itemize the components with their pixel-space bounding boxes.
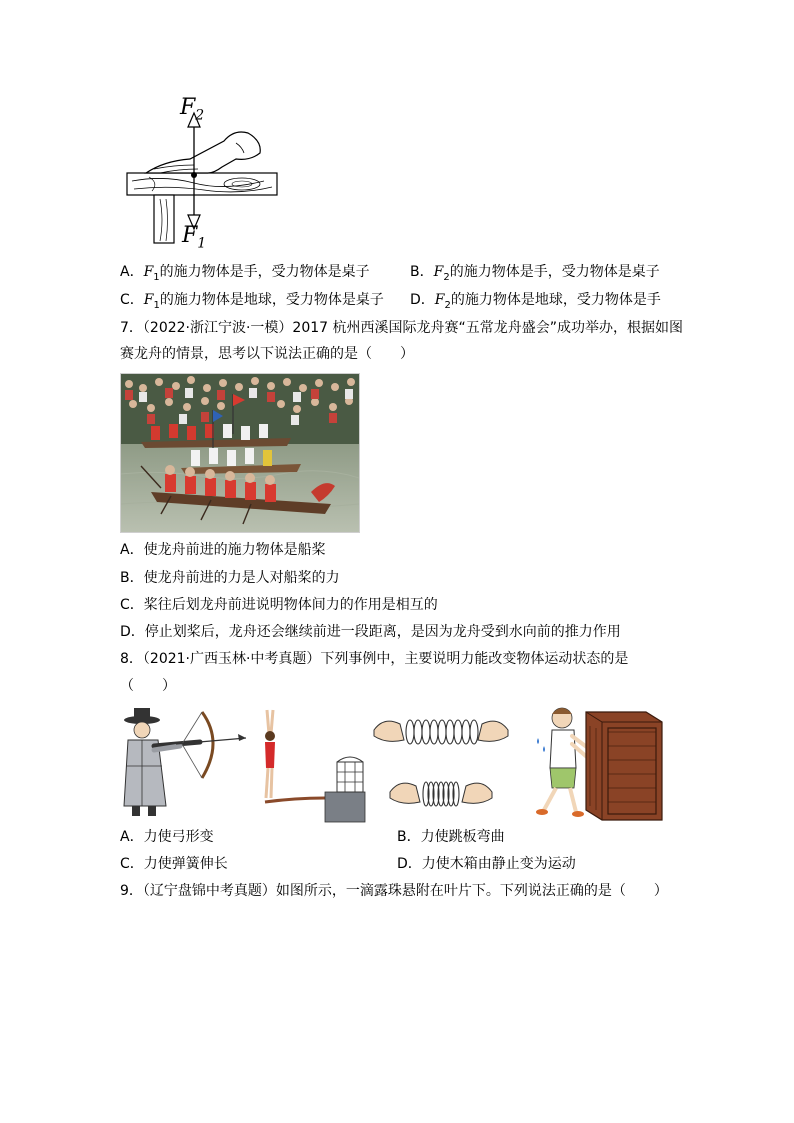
force-label-bottom [182, 223, 206, 251]
spring-drawing [370, 706, 512, 824]
q8-option-c: C．力使弹簧伸长 [120, 856, 228, 872]
diver-figure [255, 706, 370, 824]
q8-stem-line1: 8．（2021·广西玉林·中考真题）下列事例中，主要说明力能改变物体运动状态的是 [120, 651, 629, 667]
force-bottom-subscript: 1 [197, 235, 207, 252]
q8-option-d: D．力使木箱由静止变为运动 [397, 856, 576, 872]
q7-stem-line1: 7．（2022·浙江宁波·一模）2017 杭州西溪国际龙舟赛“五常龙舟盛会”成功举办，根据如图 [120, 320, 684, 336]
push-crate-figure [528, 702, 666, 826]
q9-stem-line1: 9．（辽宁盘锦中考真题）如图所示，一滴露珠悬附在叶片下。下列说法正确的是（ ） [120, 883, 668, 899]
spring-figure [370, 706, 512, 824]
q6-option-b [410, 262, 660, 288]
dragon-boat-photo [120, 373, 360, 533]
archer-drawing [120, 706, 250, 824]
q6-option-c-var: F [143, 292, 154, 308]
q6-option-d-sub: 2 [444, 299, 451, 311]
q6-option-b-var: F [433, 264, 444, 280]
q8-stem-line2: （ ） [120, 678, 176, 694]
q6-option-d-text: 的施力物体是地球，受力物体是手 [450, 292, 661, 308]
q6-option-d-var: F [434, 292, 445, 308]
q6-option-c-sub: 1 [153, 299, 160, 311]
q7-option-c: C．桨往后划龙舟前进说明物体间力的作用是相互的 [120, 597, 438, 613]
q7-stem-line2: 赛龙舟的情景，思考以下说法正确的是（ ） [120, 346, 414, 362]
q6-option-d [410, 290, 661, 316]
q8-option-b: B．力使跳板弯曲 [397, 829, 505, 845]
q6-option-b-text: 的施力物体是手，受力物体是桌子 [449, 264, 660, 280]
q6-option-c-prefix: C． [120, 292, 144, 308]
q7-option-a: A．使龙舟前进的施力物体是船桨 [120, 542, 326, 558]
q6-option-a-text: 的施力物体是手，受力物体是桌子 [159, 264, 370, 280]
q6-option-d-prefix: D． [410, 292, 435, 308]
q6-option-c-text: 的施力物体是地球，受力物体是桌子 [159, 292, 384, 308]
q6-option-c [120, 290, 384, 316]
q6-option-a-sub: 1 [153, 271, 160, 283]
dragon-boat-illustration [121, 374, 359, 532]
q6-option-a-var: F [143, 264, 154, 280]
q8-option-a: A．力使弓形变 [120, 829, 214, 845]
q7-option-d: D．停止划桨后，龙舟还会继续前进一段距离，是因为龙舟受到水向前的推力作用 [120, 624, 621, 640]
q6-option-a [120, 262, 370, 288]
q7-option-b: B．使龙舟前进的力是人对船桨的力 [120, 570, 340, 586]
diver-drawing [255, 706, 370, 824]
archer-figure [120, 706, 250, 824]
q6-option-b-sub: 2 [443, 271, 450, 283]
q6-option-b-prefix: B． [410, 264, 434, 280]
push-crate-drawing [528, 702, 666, 826]
q6-option-a-prefix: A． [120, 264, 144, 280]
force-bottom-symbol: F [182, 223, 198, 248]
force-top-subscript: 2 [195, 107, 205, 124]
force-top-symbol: F [180, 95, 196, 120]
force-label-top [180, 95, 204, 123]
force-diagram-figure [124, 95, 284, 255]
